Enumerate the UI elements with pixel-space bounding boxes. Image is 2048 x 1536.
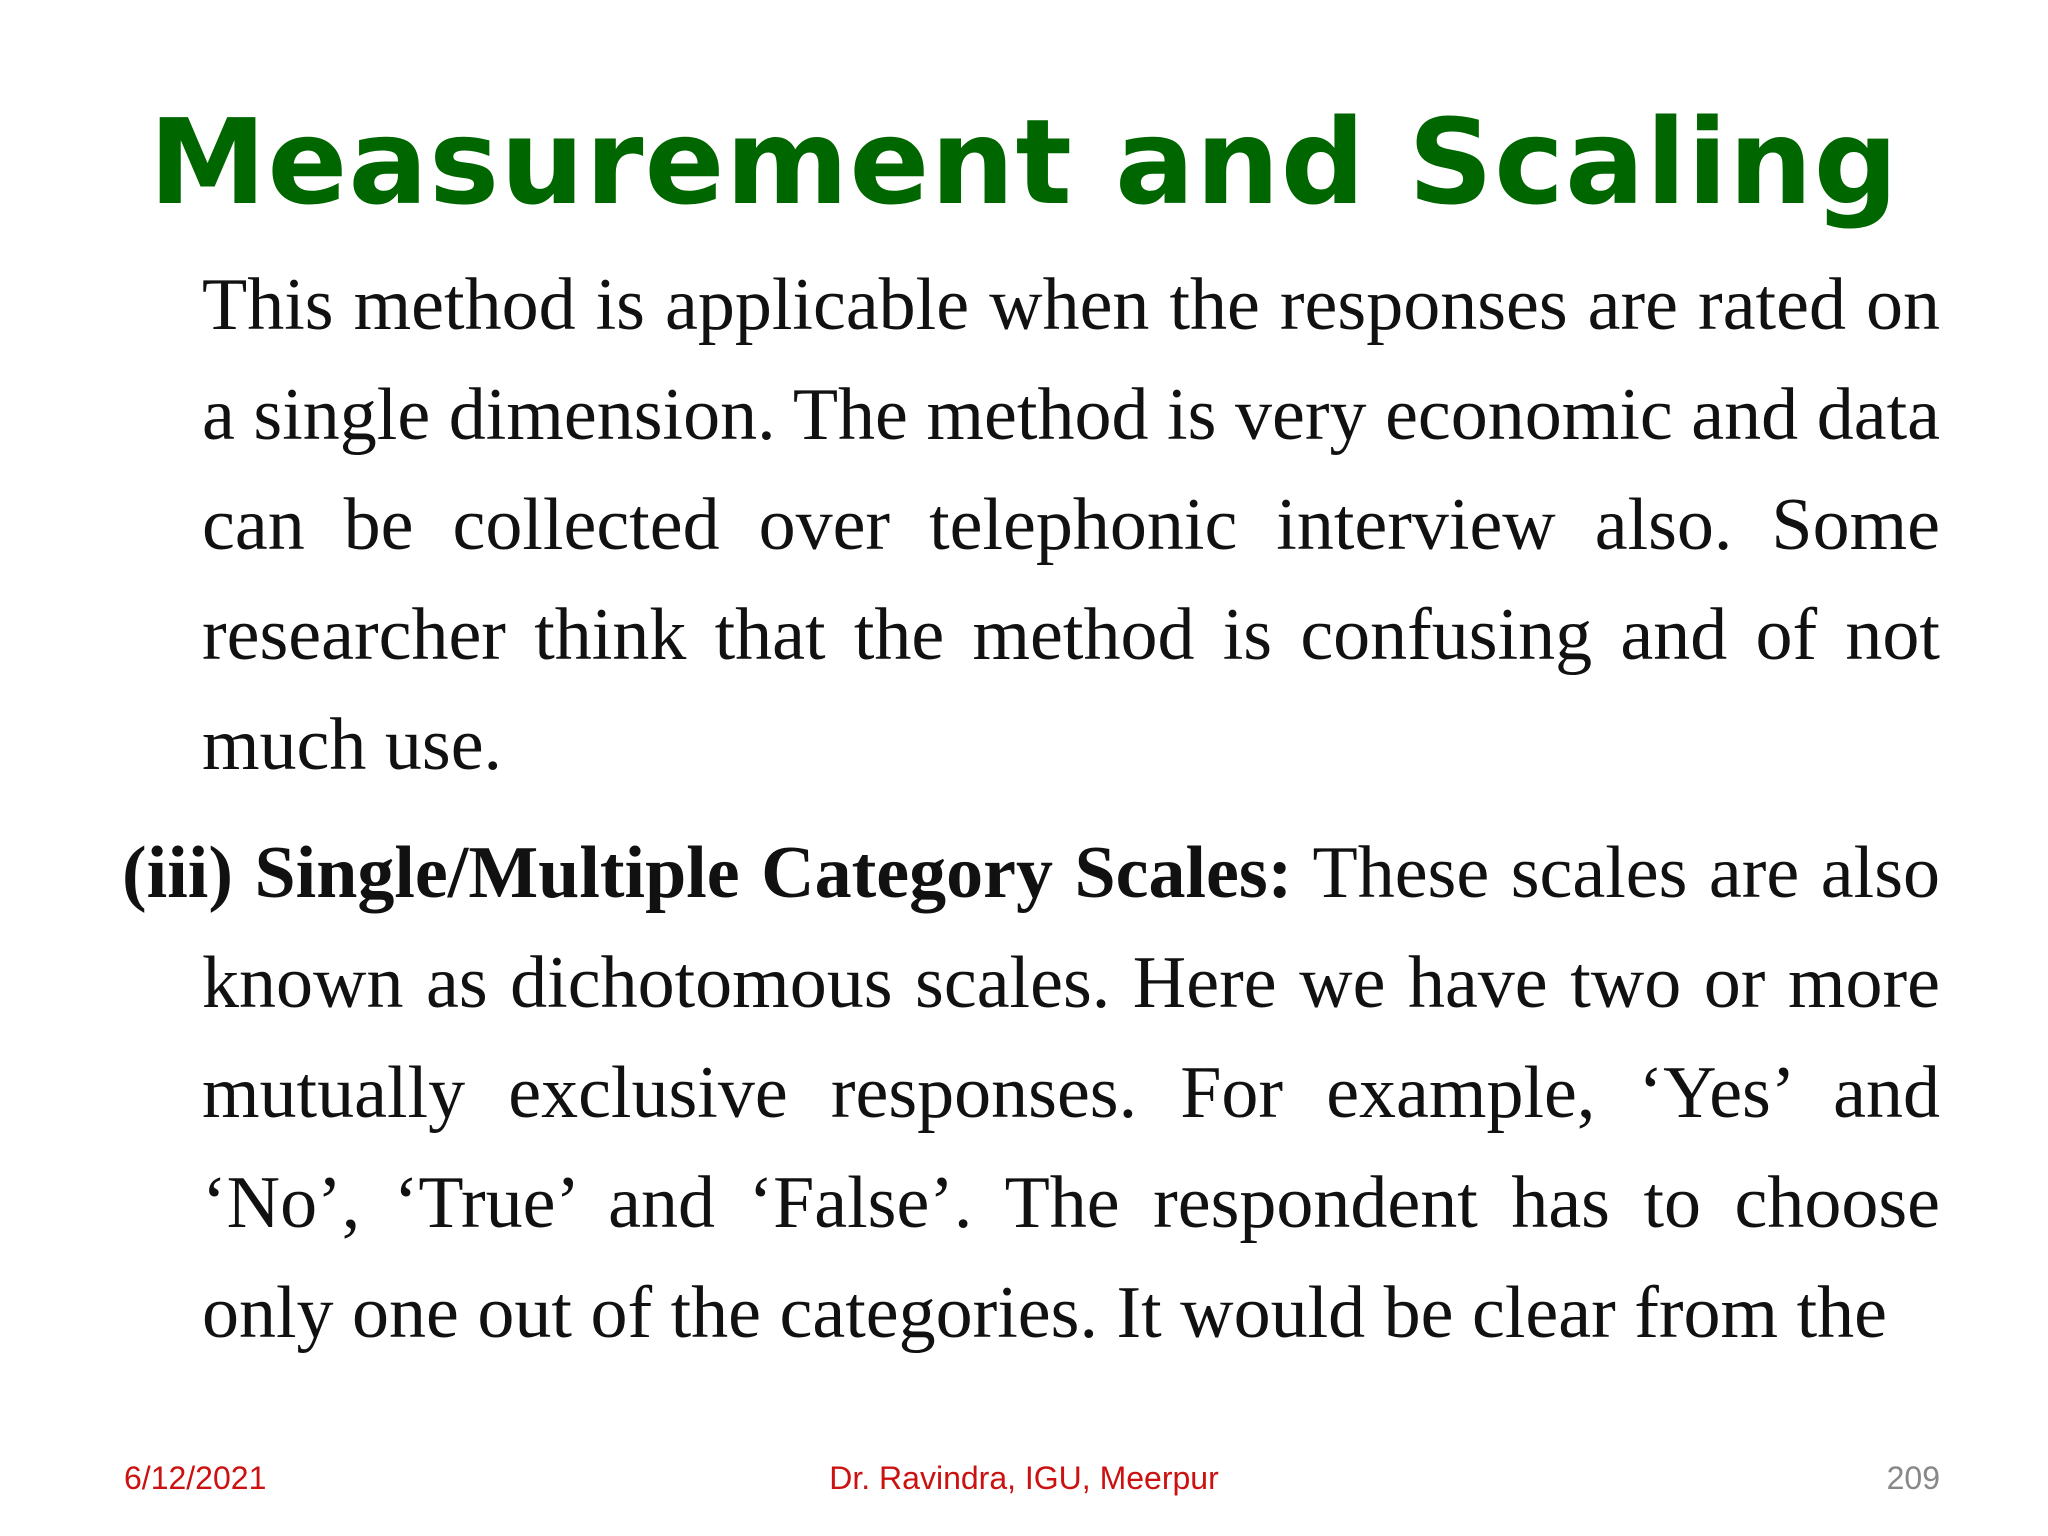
- footer-date: 6/12/2021: [124, 1460, 267, 1496]
- footer-author: Dr. Ravindra, IGU, Meerpur: [829, 1460, 1219, 1496]
- section-text: These scales are also known as dichotomous scales. Here we have two or more mutually exclusive responses. For example, ‘Yes’ and ‘No’, ‘True’ and ‘False’. The respondent has to choose only one out of the categories. It would be clear from the: [202, 832, 1940, 1354]
- slide-body: [122, 250, 1940, 1368]
- section-heading: (iii) Single/Multiple Category Scales:: [122, 832, 1293, 914]
- paragraph-method-description: This method is applicable when the responses are rated on a single dimension. The method is very economic and data can be collected over telephonic interview also. Some researcher think that the method is confusing and of not much use.: [202, 264, 1940, 786]
- paragraph-category-scales: [122, 818, 1940, 1368]
- page-number: 209: [1886, 1460, 1940, 1496]
- slide-title: Measurement and Scaling: [148, 93, 1900, 231]
